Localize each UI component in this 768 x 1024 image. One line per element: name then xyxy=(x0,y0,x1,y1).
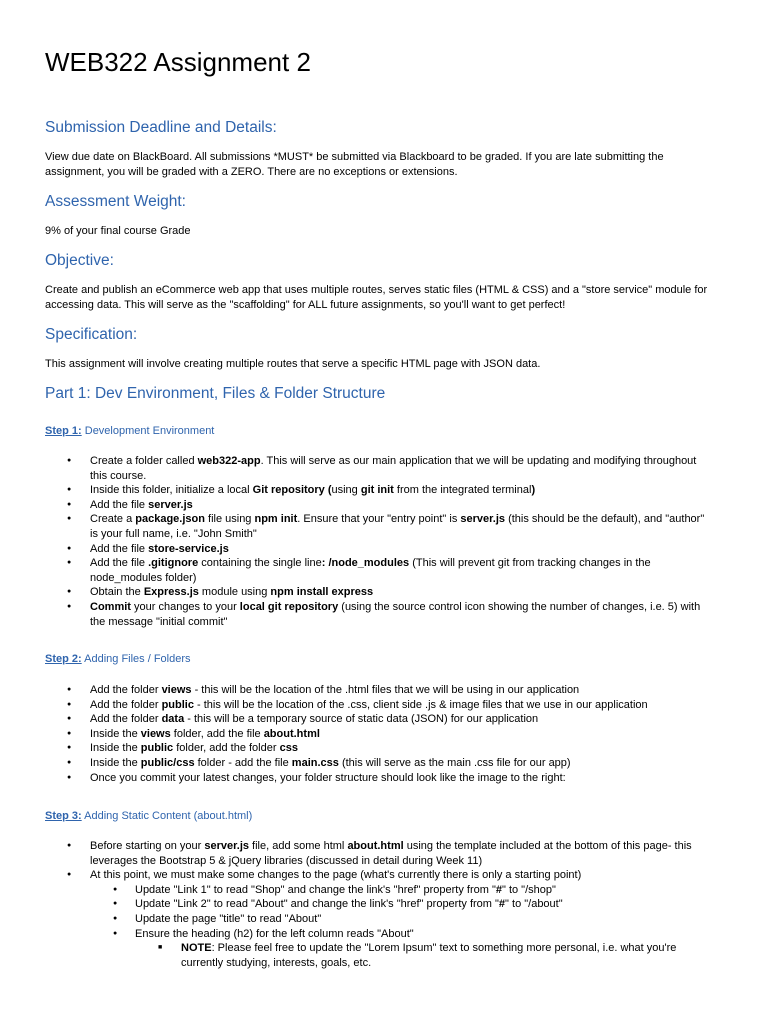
step1-heading xyxy=(45,424,214,439)
list-item: ● Create a folder called web322-app. This will serve as our main application that we will be updating and modifying throughout this course. xyxy=(45,454,715,483)
objective-text: Create and publish an eCommerce web app that uses multiple routes, serves static files (HTML & CSS) and a "store service" module for accessing data. This will serve as the "scaffolding" for ALL future assignments, so you'll want to get perfect! xyxy=(45,284,708,311)
step3-list xyxy=(45,839,715,970)
list-item: ● Add the file .gitignore containing the single line: /node_modules (This will prevent git from tracking changes in the node_modules folder) xyxy=(45,556,715,585)
specification-text: This assignment will involve creating multiple routes that serve a specific HTML page with JSON data. xyxy=(45,358,541,370)
step2-list xyxy=(45,683,715,785)
list-item xyxy=(45,868,715,970)
page-title: WEB322 Assignment 2 xyxy=(45,47,311,77)
step2-title: Adding Files / Folders xyxy=(81,653,191,665)
step1-title: Development Environment xyxy=(81,425,215,437)
list-item-text: At this point, we must make some changes to the page (what's currently there is only a starting point) xyxy=(90,869,582,882)
list-item: ● Update "Link 2" to read "About" and change the link's "href" property from "#" to "/about" xyxy=(90,897,715,912)
step3-sublist xyxy=(90,883,715,941)
list-item: ● Commit your changes to your local git repository (using the source control icon showing the number of changes, i.e. 5) with the message "initial commit" xyxy=(45,600,715,629)
list-item: ● Inside the public folder, add the folder css xyxy=(45,741,715,756)
list-item: ● Before starting on your server.js file, add some html about.html using the template included at the bottom of this page- this leverages the Bootstrap 5 & jQuery libraries (discussed in detail during Week 11) xyxy=(45,839,715,868)
list-item: ● Inside the views folder, add the file about.html xyxy=(45,727,715,742)
list-item: ● Ensure the heading (h2) for the left column reads "About" xyxy=(90,927,715,942)
step3-subsublist xyxy=(90,941,715,970)
list-item: ● Update the page "title" to read "About" xyxy=(90,912,715,927)
part1-heading: Part 1: Dev Environment, Files & Folder Structure xyxy=(45,385,386,402)
submission-heading: Submission Deadline and Details: xyxy=(45,119,277,136)
list-item: ● Obtain the Express.js module using npm install express xyxy=(45,585,715,600)
objective-heading: Objective: xyxy=(45,252,114,269)
step3-title: Adding Static Content (about.html) xyxy=(81,810,253,822)
step3-heading xyxy=(45,809,252,824)
list-item: ● Inside the public/css folder - add the file main.css (this will serve as the main .css file for our app) xyxy=(45,756,715,771)
list-item: ■ NOTE: Please feel free to update the "Lorem Ipsum" text to something more personal, i.e. what you're currently studying, interests, goals, etc. xyxy=(135,941,715,970)
list-item: ● Create a package.json file using npm init. Ensure that your "entry point" is server.js (this should be the default), and "author" is your full name, i.e. "John Smith" xyxy=(45,512,715,541)
step2-heading xyxy=(45,652,191,667)
list-item: ● Update "Link 1" to read "Shop" and change the link's "href" property from "#" to "/shop" xyxy=(90,883,715,898)
step1-label: Step 1: xyxy=(45,425,82,437)
list-item: ● Inside this folder, initialize a local Git repository (using git init from the integrated terminal) xyxy=(45,483,715,498)
weight-text: 9% of your final course Grade xyxy=(45,225,191,237)
step2-label: Step 2: xyxy=(45,653,82,665)
list-item: ● Once you commit your latest changes, your folder structure should look like the image to the right: xyxy=(45,771,715,786)
weight-heading: Assessment Weight: xyxy=(45,193,186,210)
list-item: ● Add the folder views - this will be the location of the .html files that we will be using in our application xyxy=(45,683,715,698)
specification-heading: Specification: xyxy=(45,326,138,343)
list-item: ● Add the file server.js xyxy=(45,498,715,513)
step1-list xyxy=(45,454,715,629)
list-item: ● Add the file store-service.js xyxy=(45,542,715,557)
step3-label: Step 3: xyxy=(45,810,82,822)
list-item: ● Add the folder public - this will be the location of the .css, client side .js & image files that we use in our application xyxy=(45,698,715,713)
submission-text: View due date on BlackBoard. All submissions *MUST* be submitted via Blackboard to be graded. If you are late submitting the assignment, you will be graded with a ZERO. There are no exceptions or extensions. xyxy=(45,151,664,178)
list-item: ● Add the folder data - this will be a temporary source of static data (JSON) for our application xyxy=(45,712,715,727)
